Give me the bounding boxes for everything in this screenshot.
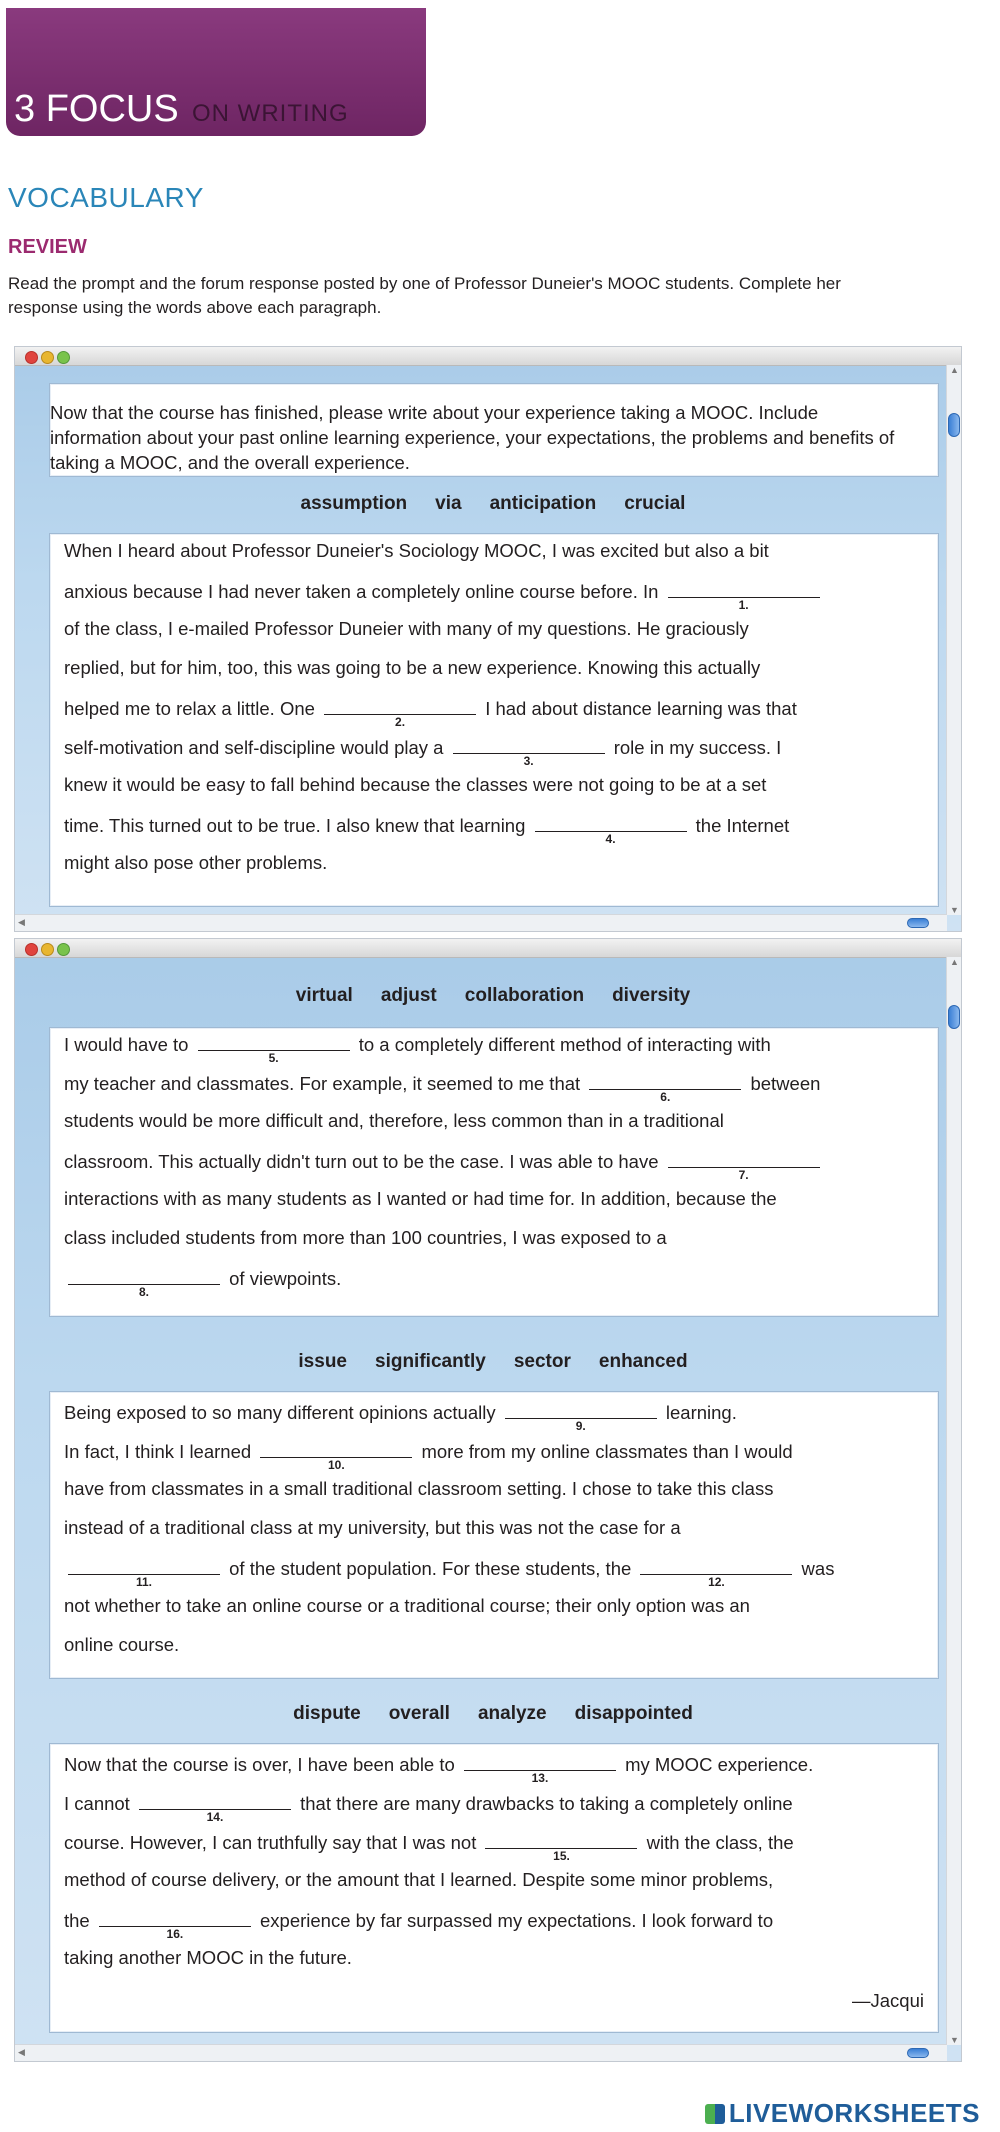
paragraph <box>64 1752 924 1986</box>
vertical-scrollbar[interactable] <box>946 365 961 915</box>
brand-icon <box>705 2104 725 2124</box>
word-bank-item: disappointed <box>574 1703 693 1724</box>
text-line <box>64 579 924 618</box>
text-line <box>64 1188 924 1227</box>
line-text: more from my online classmates than I would <box>416 1441 793 1462</box>
blank-number: 10. <box>327 1458 345 1472</box>
word-bank-item: enhanced <box>598 1351 688 1372</box>
blank-number: 12. <box>708 1575 725 1589</box>
paragraph-panel <box>49 1027 939 1317</box>
line-text: knew it would be easy to fall behind because the classes were not going to be at a set <box>64 774 767 795</box>
blank-number: 13. <box>531 1771 549 1785</box>
text-line <box>64 1478 924 1517</box>
line-text: replied, but for him, too, this was going to be a new experience. Knowing this actually <box>64 657 761 678</box>
line-text: experience by far surpassed my expectations. I look forward to <box>254 1910 774 1931</box>
paragraph <box>64 1032 924 1305</box>
line-text: instead of a traditional class at my university, but this was not the case for a <box>64 1517 681 1538</box>
paragraph <box>64 540 924 891</box>
line-text: the <box>64 1910 95 1931</box>
text-line <box>64 1439 924 1478</box>
text-line <box>64 735 924 774</box>
answer-blank[interactable] <box>668 579 820 612</box>
line-text: taking another MOOC in the future. <box>64 1947 352 1968</box>
text-line <box>64 1517 924 1556</box>
section-title: VOCABULARY <box>8 182 204 213</box>
line-text: time. This turned out to be true. I also knew that learning <box>64 815 531 836</box>
horizontal-scrollbar[interactable] <box>15 914 947 931</box>
scroll-thumb[interactable] <box>948 1005 960 1029</box>
word-bank-item: adjust <box>380 985 437 1006</box>
answer-blank[interactable] <box>99 1908 251 1941</box>
line-text: interactions with as many students as I wanted or had time for. In addition, because the <box>64 1188 777 1209</box>
line-text: method of course delivery, or the amount that I learned. Despite some minor problems, <box>64 1869 774 1890</box>
text-line <box>64 696 924 735</box>
signature: —Jacqui <box>852 1990 924 2011</box>
line-text: students would be more difficult and, therefore, less common than in a traditional <box>64 1110 724 1131</box>
line-text: I had about distance learning was that <box>480 698 797 719</box>
scroll-thumb[interactable] <box>948 413 960 437</box>
line-text: anxious because I had never taken a completely online course before. In <box>64 581 664 602</box>
subsection-title: REVIEW <box>8 236 87 258</box>
line-text: the Internet <box>690 815 790 836</box>
text-line <box>64 1556 924 1595</box>
answer-blank[interactable] <box>505 1400 657 1433</box>
liveworksheets-logo: LIVEWORKSHEETS <box>705 2098 980 2129</box>
line-text: my teacher and classmates. For example, it seemed to me that <box>64 1073 586 1094</box>
scroll-down-icon[interactable]: ▼ <box>950 905 959 915</box>
scroll-up-icon[interactable]: ▲ <box>950 957 959 967</box>
text-line <box>64 852 924 891</box>
blank-number: 3. <box>523 754 534 768</box>
text-line <box>64 1032 924 1071</box>
text-line <box>64 813 924 852</box>
word-bank-item: via <box>435 493 462 514</box>
answer-blank[interactable] <box>68 1266 220 1299</box>
word-bank-item: analyze <box>477 1703 547 1724</box>
paragraph-panel <box>49 533 939 907</box>
line-text: was <box>796 1558 835 1579</box>
zoom-icon[interactable] <box>57 351 70 364</box>
answer-blank[interactable] <box>68 1556 220 1589</box>
answer-blank[interactable] <box>198 1032 350 1065</box>
blank-number: 15. <box>553 1849 570 1863</box>
vertical-scrollbar[interactable] <box>946 957 961 2045</box>
line-text: my MOOC experience. <box>619 1754 814 1775</box>
paragraph-panel <box>49 1743 939 2033</box>
scroll-down-icon[interactable]: ▼ <box>950 2035 959 2045</box>
answer-blank[interactable] <box>139 1791 291 1824</box>
line-text: When I heard about Professor Duneier's Sociology MOOC, I was excited but also a bit <box>64 540 769 561</box>
blank-number: 2. <box>395 715 406 729</box>
word-bank-item: diversity <box>612 985 691 1006</box>
close-icon[interactable] <box>25 351 38 364</box>
word-bank <box>49 985 937 1007</box>
line-text: might also pose other problems. <box>64 852 328 873</box>
word-bank-item: overall <box>388 1703 450 1724</box>
word-bank <box>49 1703 937 1725</box>
answer-blank[interactable] <box>589 1071 741 1104</box>
line-text: classroom. This actually didn't turn out to be the case. I was able to have <box>64 1151 664 1172</box>
prompt-text: Now that the course has finished, please write about your experience taking a MOOC. Include information about your past online learning experience, your expectations, the problems and benefits of taking a MOOC, and the overall experience. <box>50 402 895 473</box>
text-line <box>64 1227 924 1266</box>
answer-blank[interactable] <box>668 1149 820 1182</box>
blank-number: 11. <box>135 1575 153 1589</box>
line-text: I would have to <box>64 1034 194 1055</box>
text-line <box>64 1400 924 1439</box>
scroll-thumb[interactable] <box>907 918 929 928</box>
line-text: have from classmates in a small traditional classroom setting. I chose to take this class <box>64 1478 774 1499</box>
scroll-up-icon[interactable]: ▲ <box>950 365 959 375</box>
text-line <box>64 1947 924 1986</box>
line-text: In fact, I think I learned <box>64 1441 257 1462</box>
unit-number: 3 FOCUS <box>14 88 179 130</box>
window-titlebar <box>15 939 961 958</box>
blank-number: 6. <box>660 1090 671 1104</box>
text-line <box>64 1908 924 1947</box>
line-text: that there are many drawbacks to taking a completely online <box>294 1793 793 1814</box>
answer-blank[interactable] <box>260 1439 412 1472</box>
word-bank-item: assumption <box>300 493 408 514</box>
word-bank <box>49 1351 937 1373</box>
horizontal-scrollbar[interactable] <box>15 2044 947 2061</box>
text-line <box>64 1266 924 1305</box>
word-bank-item: dispute <box>293 1703 361 1724</box>
close-icon[interactable] <box>25 943 38 956</box>
text-line <box>64 774 924 813</box>
blank-number: 9. <box>575 1419 586 1433</box>
line-text: Being exposed to so many different opinions actually <box>64 1402 501 1423</box>
line-text: class included students from more than 100 countries, I was exposed to a <box>64 1227 667 1248</box>
minimize-icon[interactable] <box>41 943 54 956</box>
text-line <box>64 1110 924 1149</box>
blank-number: 16. <box>166 1927 184 1941</box>
blank-number: 14. <box>206 1810 224 1824</box>
paragraph-panel <box>49 1391 939 1679</box>
line-text: online course. <box>64 1634 180 1655</box>
answer-blank[interactable] <box>485 1830 637 1863</box>
answer-blank[interactable] <box>464 1752 616 1785</box>
blank-number: 4. <box>605 832 616 846</box>
text-line <box>64 1791 924 1830</box>
instructions: Read the prompt and the forum response posted by one of Professor Duneier's MOOC students. Complete her response using the words above each paragraph. <box>8 274 841 317</box>
text-line <box>64 1071 924 1110</box>
line-text: not whether to take an online course or a traditional course; their only option was an <box>64 1595 750 1616</box>
text-line <box>64 1869 924 1908</box>
text-line <box>64 540 924 579</box>
text-line <box>64 1595 924 1634</box>
line-text: learning. <box>660 1402 737 1423</box>
paragraph <box>64 1400 924 1673</box>
text-line <box>64 1149 924 1188</box>
word-bank-item: anticipation <box>489 493 597 514</box>
line-text: with the class, the <box>641 1832 794 1853</box>
answer-blank[interactable] <box>535 813 687 846</box>
word-bank-item: crucial <box>624 493 686 514</box>
scroll-left-icon[interactable]: ◀ <box>18 917 25 927</box>
line-text: between <box>745 1073 821 1094</box>
forum-window-2 <box>14 938 962 2062</box>
word-bank-item: issue <box>298 1351 347 1372</box>
minimize-icon[interactable] <box>41 351 54 364</box>
text-line <box>64 618 924 657</box>
text-line <box>64 1830 924 1869</box>
answer-blank[interactable] <box>324 696 476 729</box>
word-bank-item: significantly <box>375 1351 486 1372</box>
scroll-thumb[interactable] <box>907 2048 929 2058</box>
line-text: of the class, I e-mailed Professor Duneier with many of my questions. He graciously <box>64 618 749 639</box>
text-line <box>64 1752 924 1791</box>
line-text: role in my success. I <box>608 737 782 758</box>
blank-number: 7. <box>738 1168 749 1182</box>
text-line <box>64 657 924 696</box>
blank-number: 5. <box>268 1051 279 1065</box>
text-line <box>64 1634 924 1673</box>
line-text: course. However, I can truthfully say that I was not <box>64 1832 482 1853</box>
scroll-left-icon[interactable]: ◀ <box>18 2047 25 2057</box>
word-bank <box>49 493 937 515</box>
line-text: to a completely different method of interacting with <box>353 1034 771 1055</box>
line-text: Now that the course is over, I have been able to <box>64 1754 460 1775</box>
zoom-icon[interactable] <box>57 943 70 956</box>
line-text: of the student population. For these students, the <box>224 1558 637 1579</box>
word-bank-item: virtual <box>295 985 353 1006</box>
line-text: I cannot <box>64 1793 135 1814</box>
blank-number: 1. <box>738 598 749 612</box>
line-text: helped me to relax a little. One <box>64 698 321 719</box>
answer-blank[interactable] <box>453 735 605 768</box>
word-bank-item: collaboration <box>464 985 585 1006</box>
window-titlebar <box>15 347 961 366</box>
unit-subtitle: ON WRITING <box>192 100 349 127</box>
blank-number: 8. <box>138 1285 149 1299</box>
line-text: of viewpoints. <box>224 1268 342 1289</box>
line-text: self-motivation and self-discipline would play a <box>64 737 449 758</box>
word-bank-item: sector <box>513 1351 571 1372</box>
answer-blank[interactable] <box>640 1556 792 1589</box>
